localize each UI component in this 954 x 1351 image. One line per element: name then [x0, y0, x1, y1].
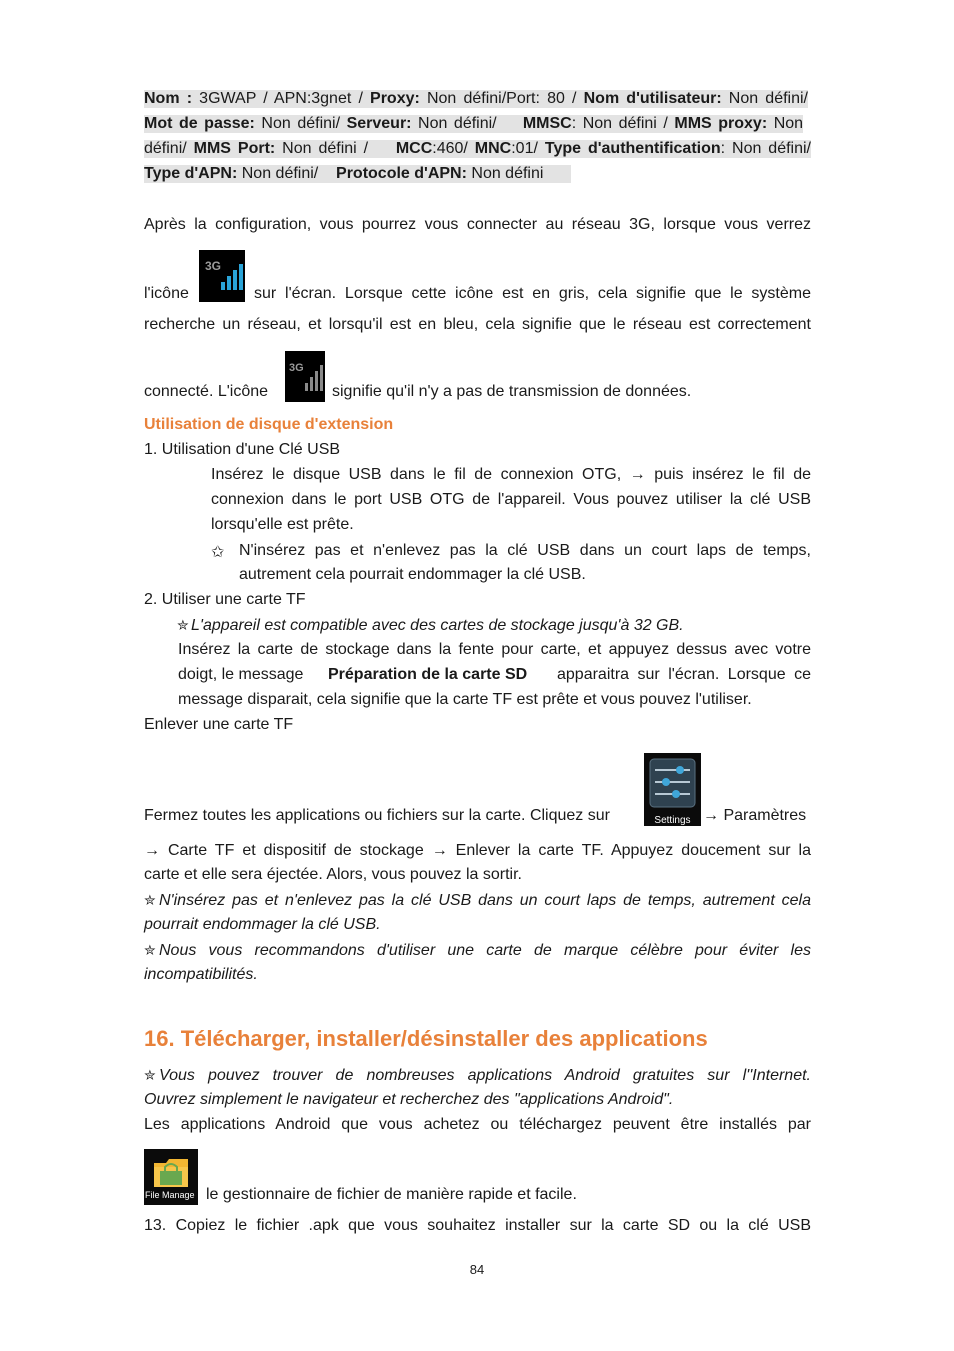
tf-p2-bold: Préparation de la carte SD: [328, 666, 528, 683]
config-segment: Mot de passe:: [144, 115, 255, 132]
page-number: 84: [469, 1262, 485, 1277]
warn2-line1: N'insérez pas et n'enlevez pas la clé USB dans un court laps de temps, autrement cela: [159, 892, 811, 909]
tf-p2-end: apparaitra sur l'écran. Lorsque ce: [557, 666, 811, 683]
usb-p2: connexion dans le port USB OTG de l'appareil. Vous pouvez utiliser la clé USB: [211, 491, 811, 508]
config-line-2: [144, 115, 803, 133]
app-p4: le gestionnaire de fichier de manière rapide et facile.: [206, 1186, 577, 1203]
config-segment: MMS proxy:: [674, 115, 768, 132]
config-segment: :460/: [432, 140, 475, 157]
config-segment: Non défini/: [411, 115, 523, 132]
config-segment: Non défini/: [237, 165, 337, 182]
remove-tf-title: Enlever une carte TF: [144, 716, 294, 733]
remove-p1-end: → Paramètres: [703, 807, 807, 824]
config-segment: Nom :: [144, 90, 200, 107]
3g-no-data-icon: [285, 351, 325, 402]
config-segment: défini/: [144, 140, 194, 157]
tf-title: 2. Utiliser une carte TF: [144, 591, 306, 608]
config-segment: Type d'authentification: [544, 140, 721, 157]
warn3-line2: incompatibilités.: [144, 966, 258, 983]
config-segment: MNC: [474, 140, 512, 157]
section-16-heading: 16. Télécharger, installer/désinstaller des applications: [144, 1026, 708, 1051]
tf-p3: message disparait, cela signifie que la carte TF est prête et vous pouvez l'utiliser.: [178, 691, 752, 708]
file-manager-icon: [144, 1149, 198, 1205]
star-outline-icon: ✩: [211, 544, 225, 561]
usb-title: 1. Utilisation d'une Clé USB: [144, 441, 341, 458]
warn3-line1: Nous vous recommandons d'utiliser une carte de marque célèbre pour éviter les: [159, 942, 811, 959]
settings-icon-label: Settings: [654, 815, 691, 826]
config-segment: Non défini/Port: 80 /: [419, 90, 584, 107]
config-segment: Non: [767, 115, 804, 132]
file-manager-label: File Manage: [145, 1190, 195, 1200]
config-segment: MMSC: [522, 115, 572, 132]
p-3g-line4-end: signifie qu'il n'y a pas de transmission de données.: [332, 383, 692, 400]
3g-label-2: 3G: [289, 362, 304, 374]
3g-signal-icon: [199, 250, 245, 302]
app-p5: 13. Copiez le fichier .apk que vous souhaitez installer sur la carte SD ou la clé USB: [144, 1217, 811, 1234]
config-segment: Proxy:: [370, 90, 420, 107]
p-3g-line2-end: sur l'écran. Lorsque cette icône est en gris, cela signifie que le système: [254, 285, 811, 302]
app-p3: Les applications Android que vous achetez ou téléchargez peuvent être installés par: [144, 1116, 811, 1133]
config-segment: Type d'APN:: [144, 165, 238, 182]
usb-warn2: autrement cela pourrait endommager la clé USB.: [239, 566, 586, 583]
usb-p3: lorsqu'elle est prête.: [211, 516, 354, 533]
p-3g-line2-start: l'icône: [144, 285, 189, 302]
config-line-3: [144, 140, 811, 158]
p-3g-line3: recherche un réseau, et lorsqu'il est en bleu, cela signifie que le réseau est correctement: [144, 316, 811, 333]
star-icon-4: ✮: [144, 1067, 156, 1083]
tf-p2-start: doigt, le message: [178, 666, 304, 683]
config-segment: Protocole d'APN:: [336, 165, 467, 182]
tf-note: L'appareil est compatible avec des cartes de stockage jusqu'à 32 GB.: [191, 617, 684, 634]
settings-icon: [644, 753, 701, 826]
app-p1: Vous pouvez trouver de nombreuses applications Android gratuites sur l''Internet.: [159, 1067, 811, 1084]
config-segment: MCC: [395, 140, 433, 157]
p-3g-line1: Après la configuration, vous pourrez vous connecter au réseau 3G, lorsque vous verrez: [144, 216, 811, 233]
config-line-1: [144, 90, 808, 108]
config-segment: 3GWAP / APN:3gnet /: [199, 90, 371, 107]
remove-p2: → Carte TF et dispositif de stockage → Enlever la carte TF. Appuyez doucement sur la: [144, 842, 811, 859]
config-segment: : Non défini/: [720, 140, 812, 157]
config-segment: : Non défini /: [571, 115, 675, 132]
config-segment: Serveur:: [346, 115, 412, 132]
remove-p3: carte et elle sera éjectée. Alors, vous pouvez la sortir.: [144, 866, 522, 883]
usb-p1: Insérez le disque USB dans le fil de connexion OTG, → puis insérez le fil de: [211, 466, 811, 483]
warn2-line2: pourrait endommager la clé USB.: [144, 916, 381, 933]
section-title-extension: Utilisation de disque d'extension: [144, 416, 394, 433]
config-line-4: [144, 165, 571, 183]
star-icon-3: ✮: [144, 942, 156, 958]
config-segment: Non défini/: [254, 115, 347, 132]
config-segment: Non défini: [466, 165, 544, 182]
star-icon-2: ✮: [144, 892, 156, 908]
app-p2: Ouvrez simplement le navigateur et recherchez des "applications Android".: [144, 1091, 674, 1108]
config-segment: :01/: [511, 140, 545, 157]
3g-label: 3G: [205, 259, 222, 273]
remove-p1-start: Fermez toutes les applications ou fichiers sur la carte. Cliquez sur: [144, 807, 610, 824]
tf-p1: Insérez la carte de stockage dans la fente pour carte, et appuyez dessus avec votre: [178, 641, 811, 658]
config-segment: Non défini/: [721, 90, 808, 107]
p-3g-line4-start: connecté. L'icône: [144, 383, 269, 400]
star-icon: ✮: [177, 617, 189, 633]
config-segment: Non défini /: [275, 140, 396, 157]
config-segment: MMS Port:: [193, 140, 276, 157]
config-segment: Nom d'utilisateur:: [583, 90, 722, 107]
usb-warn1: N'insérez pas et n'enlevez pas la clé USB dans un court laps de temps,: [239, 542, 811, 559]
